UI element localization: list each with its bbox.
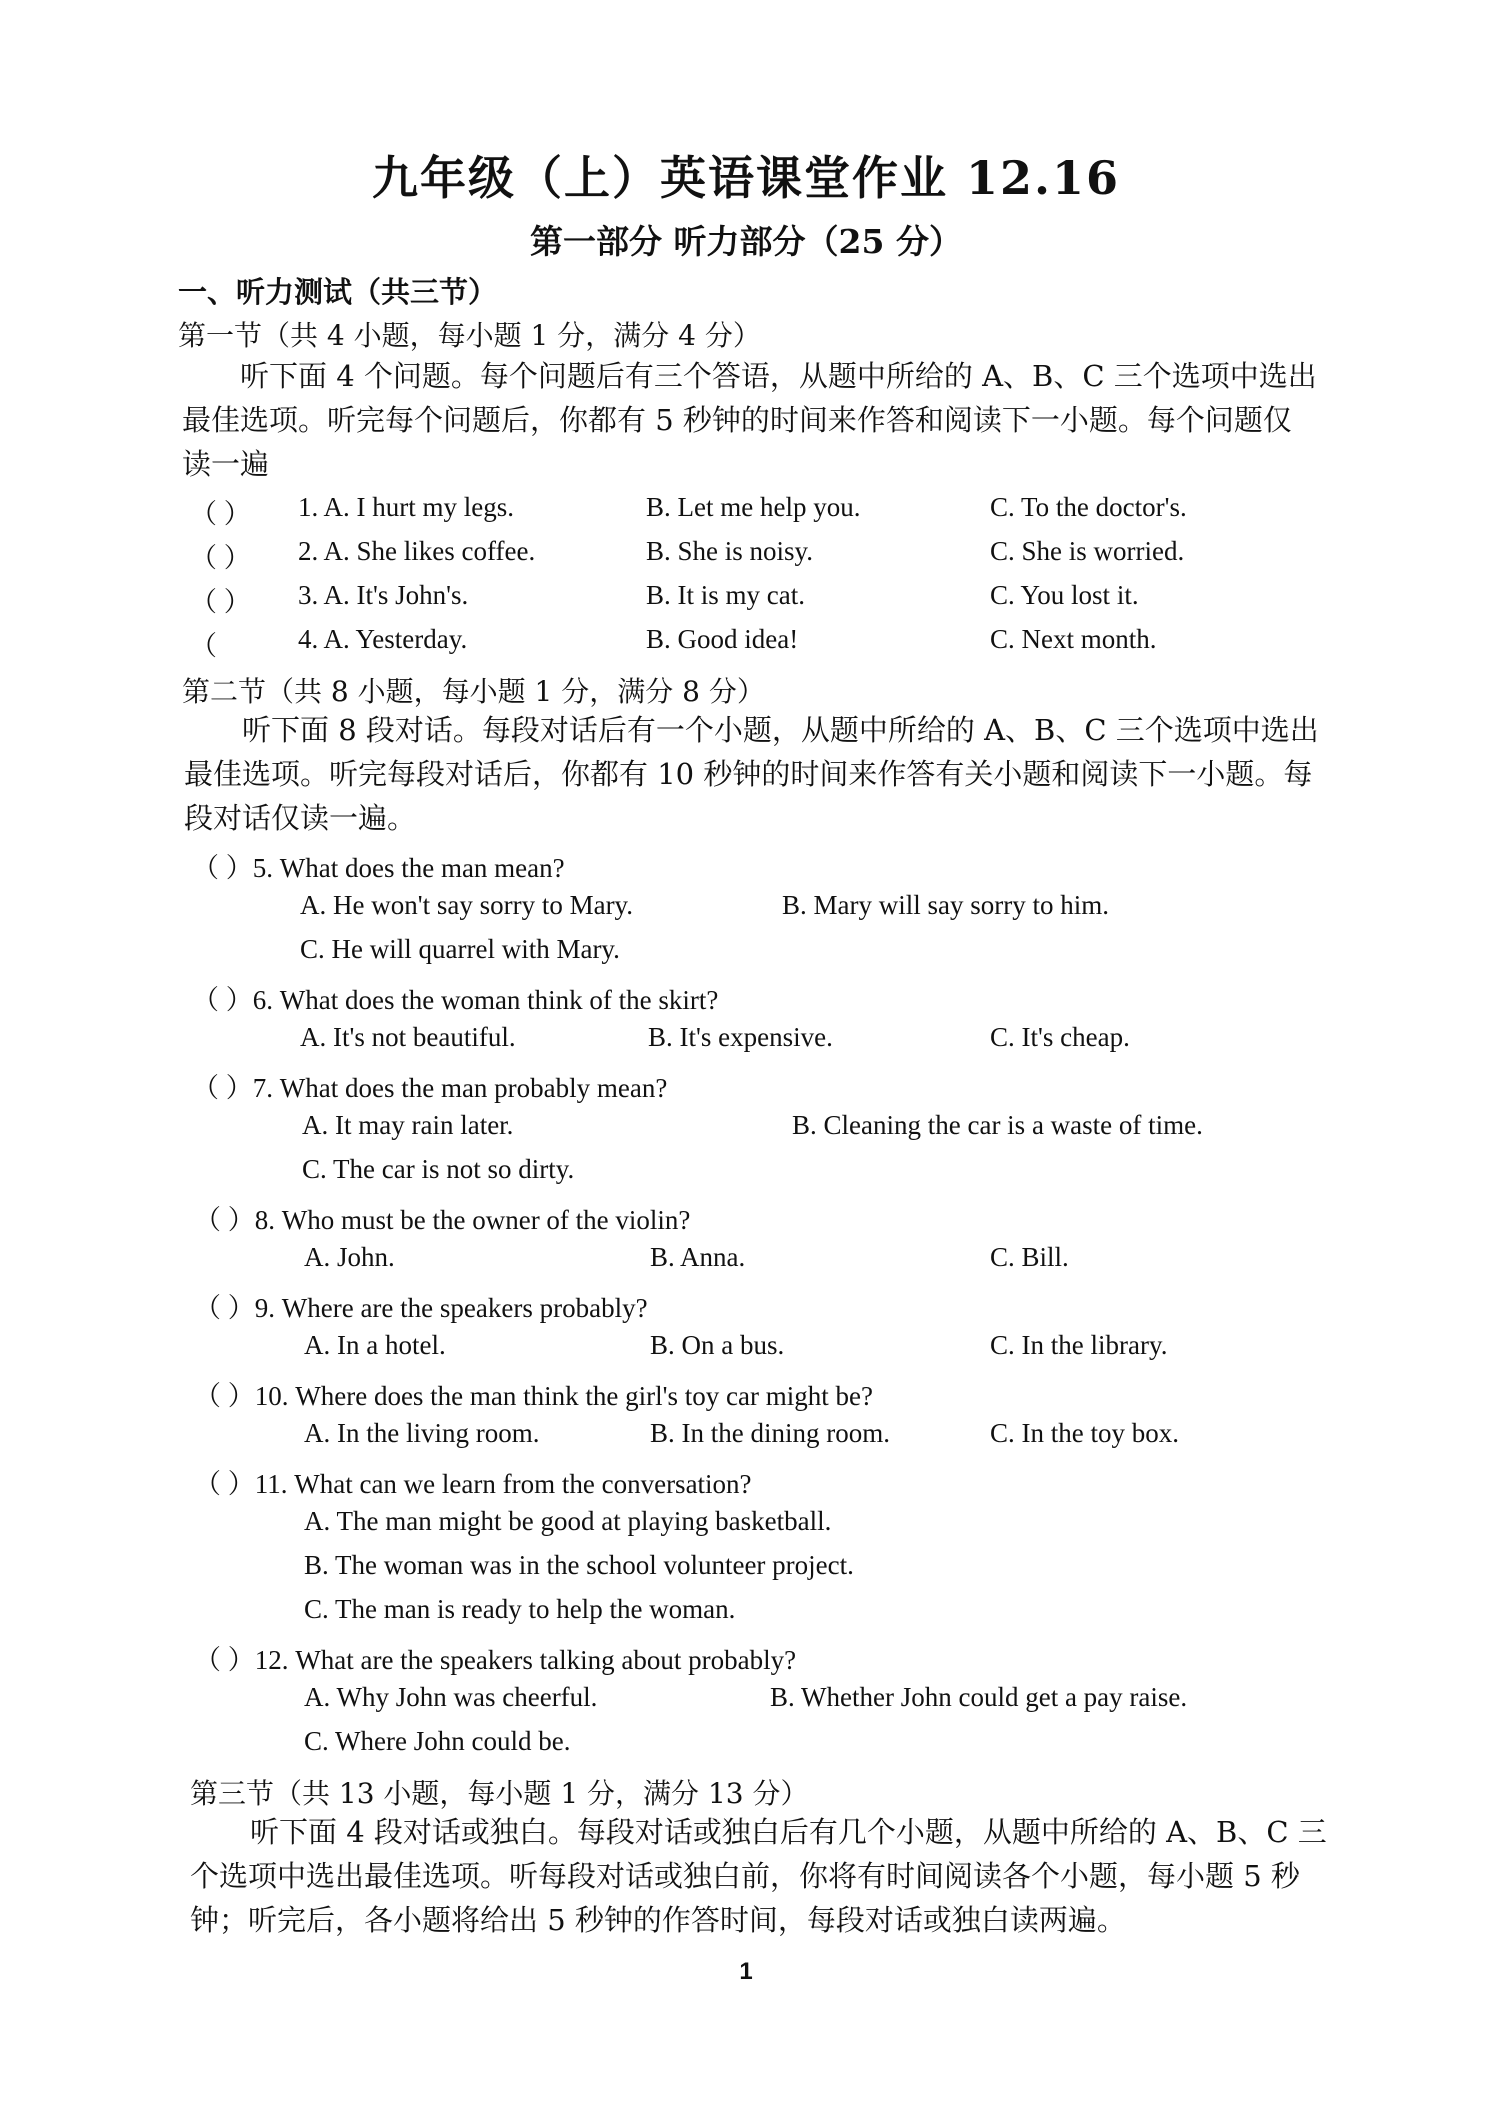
question-9-option-b: B. On a bus.: [650, 1330, 785, 1360]
question-6-option-a: A. It's not beautiful.: [300, 1022, 516, 1052]
answer-blank[interactable]: （ ）: [190, 499, 251, 529]
section-heading: 一、听力测试（共三节）: [178, 275, 498, 309]
question-7-option-c: C. The car is not so dirty.: [302, 1154, 575, 1184]
question-10-option-a: A. In the living room.: [304, 1418, 540, 1448]
question-1-option-c: C. To the doctor's.: [990, 492, 1187, 522]
question-5-option-a: A. He won't say sorry to Mary.: [300, 890, 634, 920]
question-8-option-c: C. Bill.: [990, 1242, 1069, 1272]
question-11-option-b: B. The woman was in the school volunteer project.: [304, 1550, 854, 1580]
section-1-heading: 第一节（共 4 小题，每小题 1 分，满分 4 分）: [178, 319, 761, 352]
question-2-option-c: C. She is worried.: [990, 536, 1185, 566]
part-title: 第一部分 听力部分（25 分）: [530, 222, 962, 261]
section-3-instruction-line: 钟；听完后，各小题将给出 5 秒钟的作答时间，每段对话或独白读两遍。: [190, 1903, 1126, 1937]
question-2-option-a: 2. A. She likes coffee.: [298, 536, 536, 566]
page-title: 九年级（上）英语课堂作业 12.16: [371, 151, 1121, 205]
question-11-option-a: A. The man might be good at playing basketball.: [304, 1506, 832, 1536]
section-3-instruction-line: 个选项中选出最佳选项。听每段对话或独白前，你将有时间阅读各个小题，每小题 5 秒: [190, 1859, 1300, 1893]
section-1-instruction-line: 最佳选项。听完每个问题后，你都有 5 秒钟的时间来作答和阅读下一小题。每个问题仅: [182, 403, 1292, 437]
question-4-option-b: B. Good idea!: [646, 624, 799, 654]
section-3-instruction-line: 听下面 4 段对话或独白。每段对话或独白后有几个小题，从题中所给的 A、B、C 三: [250, 1815, 1327, 1849]
question-12-option-c: C. Where John could be.: [304, 1726, 571, 1756]
section-2-heading: 第二节（共 8 小题，每小题 1 分，满分 8 分）: [182, 675, 765, 708]
page-number: 1: [739, 1958, 753, 1985]
question-1-option-a: 1. A. I hurt my legs.: [298, 492, 514, 522]
question-10-stem: （ ）10. Where does the man think the girl's toy car might be?: [194, 1381, 873, 1411]
question-11-option-c: C. The man is ready to help the woman.: [304, 1594, 736, 1624]
question-6-option-b: B. It's expensive.: [648, 1022, 833, 1052]
section-2-instruction-line: 段对话仅读一遍。: [184, 801, 417, 835]
answer-blank[interactable]: （ ）: [190, 543, 251, 573]
question-1-option-b: B. Let me help you.: [646, 492, 861, 522]
section-2-instruction-line: 听下面 8 段对话。每段对话后有一个小题，从题中所给的 A、B、C 三个选项中选出: [242, 713, 1319, 747]
question-7-option-a: A. It may rain later.: [302, 1110, 514, 1140]
question-5-stem: （ ）5. What does the man mean?: [192, 853, 565, 883]
section-1-instruction-line: 听下面 4 个问题。每个问题后有三个答语，从题中所给的 A、B、C 三个选项中选出: [240, 359, 1317, 393]
section-3-heading: 第三节（共 13 小题，每小题 1 分，满分 13 分）: [190, 1777, 809, 1810]
question-3-option-c: C. You lost it.: [990, 580, 1139, 610]
question-4-option-c: C. Next month.: [990, 624, 1157, 654]
question-12-stem: （ ）12. What are the speakers talking about probably?: [194, 1645, 797, 1675]
question-7-stem: （ ）7. What does the man probably mean?: [192, 1073, 668, 1103]
question-10-option-b: B. In the dining room.: [650, 1418, 890, 1448]
question-9-option-c: C. In the library.: [990, 1330, 1168, 1360]
question-3-option-a: 3. A. It's John's.: [298, 580, 469, 610]
question-8-stem: （ ）8. Who must be the owner of the violin?: [194, 1205, 691, 1235]
question-7-option-b: B. Cleaning the car is a waste of time.: [792, 1110, 1203, 1140]
question-10-option-c: C. In the toy box.: [990, 1418, 1179, 1448]
question-4-option-a: 4. A. Yesterday.: [298, 624, 468, 654]
question-8-option-b: B. Anna.: [650, 1242, 746, 1272]
question-2-option-b: B. She is noisy.: [646, 536, 814, 566]
question-5-option-b: B. Mary will say sorry to him.: [782, 890, 1109, 920]
question-6-option-c: C. It's cheap.: [990, 1022, 1130, 1052]
section-1-instruction-line: 读一遍: [182, 447, 270, 481]
question-9-option-a: A. In a hotel.: [304, 1330, 446, 1360]
question-6-stem: （ ）6. What does the woman think of the skirt?: [192, 985, 719, 1015]
answer-blank[interactable]: （: [190, 631, 217, 661]
question-11-stem: （ ）11. What can we learn from the conversation?: [194, 1469, 752, 1499]
question-5-option-c: C. He will quarrel with Mary.: [300, 934, 620, 964]
question-12-option-a: A. Why John was cheerful.: [304, 1682, 598, 1712]
question-9-stem: （ ）9. Where are the speakers probably?: [194, 1293, 648, 1323]
question-8-option-a: A. John.: [304, 1242, 395, 1272]
answer-blank[interactable]: （ ）: [190, 587, 251, 617]
question-12-option-b: B. Whether John could get a pay raise.: [770, 1682, 1188, 1712]
question-3-option-b: B. It is my cat.: [646, 580, 805, 610]
section-2-instruction-line: 最佳选项。听完每段对话后，你都有 10 秒钟的时间来作答有关小题和阅读下一小题。每: [184, 757, 1313, 791]
